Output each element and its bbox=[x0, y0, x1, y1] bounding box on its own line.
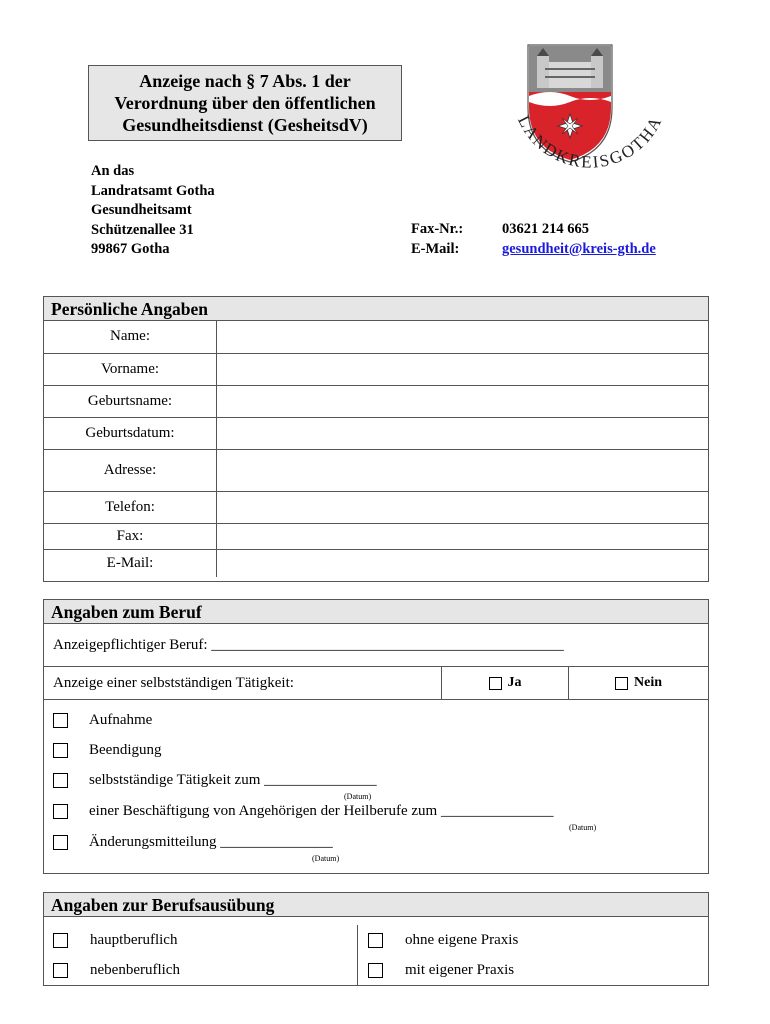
datum-label: (Datum) bbox=[344, 792, 372, 801]
email-field[interactable] bbox=[217, 549, 709, 577]
address-line: Gesundheitsamt bbox=[91, 202, 192, 218]
mit-eigener-praxis-option[interactable] bbox=[358, 955, 514, 985]
fax-value: 03621 214 665 bbox=[502, 221, 589, 237]
option-label: einer Beschäftigung von Angehörigen der Heilberufe zum _______________ bbox=[89, 803, 554, 819]
geburtsname-field[interactable] bbox=[217, 385, 709, 417]
title-line-2: Verordnung über den öffentlichen bbox=[114, 93, 376, 113]
ohne-eigene-praxis-checkbox[interactable] bbox=[368, 933, 383, 948]
title-line-3: Gesundheitsdienst (GesheitsdV) bbox=[122, 115, 368, 135]
hauptberuflich-option[interactable] bbox=[44, 925, 358, 955]
selbststaendig-label: Anzeige einer selbstständigen Tätigkeit: bbox=[44, 667, 442, 699]
table-row bbox=[44, 321, 708, 353]
ja-option[interactable] bbox=[442, 667, 569, 699]
aenderungsmitteilung-option[interactable] bbox=[53, 834, 333, 851]
nein-label: Nein bbox=[634, 675, 662, 690]
beschaeftigung-option[interactable] bbox=[53, 803, 553, 820]
option-label: selbstständige Tätigkeit zum _______________ bbox=[89, 772, 377, 788]
logo-text: LANDKREISGOTHA bbox=[514, 112, 666, 172]
nebenberuflich-checkbox[interactable] bbox=[53, 963, 68, 978]
recipient-address bbox=[91, 162, 215, 260]
mit-eigener-praxis-checkbox[interactable] bbox=[368, 963, 383, 978]
beendigung-option[interactable] bbox=[53, 742, 162, 759]
option-label: hauptberuflich bbox=[90, 931, 178, 948]
ausuebung-row bbox=[44, 955, 708, 985]
selbststaendig-row bbox=[44, 667, 708, 700]
option-label: Änderungsmitteilung _______________ bbox=[89, 834, 333, 850]
name-field[interactable] bbox=[217, 321, 709, 353]
table-row bbox=[44, 353, 708, 385]
nebenberuflich-option[interactable] bbox=[44, 955, 358, 985]
personal-section bbox=[43, 296, 709, 582]
beruf-options bbox=[44, 700, 708, 874]
email-label: E-Mail: bbox=[411, 240, 460, 257]
option-label: nebenberuflich bbox=[90, 961, 180, 978]
option-label: Beendigung bbox=[89, 742, 162, 758]
anzeigepflichtiger-beruf-field[interactable]: Anzeigepflichtiger Beruf: _______________________________________________ bbox=[44, 624, 708, 667]
ausuebung-row bbox=[44, 925, 708, 955]
table-row bbox=[44, 549, 708, 577]
field-label: Vorname: bbox=[44, 353, 217, 385]
ausuebung-section bbox=[43, 892, 709, 986]
ja-checkbox[interactable] bbox=[489, 677, 502, 690]
datum-label: (Datum) bbox=[312, 854, 340, 863]
table-row bbox=[44, 385, 708, 417]
field-label: Fax: bbox=[44, 523, 217, 549]
personal-table bbox=[44, 321, 708, 577]
beendigung-checkbox[interactable] bbox=[53, 743, 68, 758]
datum-label: (Datum) bbox=[569, 823, 597, 832]
option-label: ohne eigene Praxis bbox=[405, 931, 519, 948]
beruf-section bbox=[43, 599, 709, 874]
ohne-eigene-praxis-option[interactable] bbox=[358, 925, 518, 955]
telefon-field[interactable] bbox=[217, 491, 709, 523]
fax-label: Fax-Nr.: bbox=[411, 221, 464, 237]
selbststaendige-taetigkeit-option[interactable] bbox=[53, 772, 377, 789]
field-label: E-Mail: bbox=[44, 549, 217, 577]
nein-option[interactable] bbox=[569, 667, 708, 699]
aufnahme-option[interactable] bbox=[53, 712, 152, 729]
option-label: Aufnahme bbox=[89, 712, 153, 728]
beruf-heading: Angaben zum Beruf bbox=[44, 600, 708, 624]
selbststaendige-taetigkeit-checkbox[interactable] bbox=[53, 773, 68, 788]
email-link[interactable]: gesundheit@kreis-gth.de bbox=[502, 240, 656, 257]
table-row bbox=[44, 449, 708, 491]
table-row bbox=[44, 417, 708, 449]
address-line: Landratsamt Gotha bbox=[91, 182, 215, 199]
contact-info bbox=[411, 220, 656, 259]
personal-heading: Persönliche Angaben bbox=[44, 297, 708, 321]
title-line-1: Anzeige nach § 7 Abs. 1 der bbox=[139, 71, 351, 91]
field-label: Adresse: bbox=[44, 449, 217, 491]
aufnahme-checkbox[interactable] bbox=[53, 713, 68, 728]
ja-label: Ja bbox=[507, 675, 522, 690]
option-label: mit eigener Praxis bbox=[405, 961, 515, 978]
field-label: Geburtsdatum: bbox=[44, 417, 217, 449]
ausuebung-heading: Angaben zur Berufsausübung bbox=[44, 893, 708, 917]
address-line: Schützenallee 31 bbox=[91, 221, 194, 238]
form-title bbox=[88, 65, 402, 141]
address-line: 99867 Gotha bbox=[91, 241, 170, 257]
aenderungsmitteilung-checkbox[interactable] bbox=[53, 835, 68, 850]
field-label: Geburtsname: bbox=[44, 385, 217, 417]
field-label: Telefon: bbox=[44, 491, 217, 523]
beschaeftigung-checkbox[interactable] bbox=[53, 804, 68, 819]
table-row bbox=[44, 491, 708, 523]
field-label: Name: bbox=[44, 321, 217, 353]
fax-field[interactable] bbox=[217, 523, 709, 549]
nein-checkbox[interactable] bbox=[615, 677, 628, 690]
adresse-field[interactable] bbox=[217, 449, 709, 491]
vorname-field[interactable] bbox=[217, 353, 709, 385]
hauptberuflich-checkbox[interactable] bbox=[53, 933, 68, 948]
geburtsdatum-field[interactable] bbox=[217, 417, 709, 449]
table-row bbox=[44, 523, 708, 549]
landkreis-gotha-logo-icon bbox=[505, 40, 675, 185]
address-line: An das bbox=[91, 163, 135, 179]
